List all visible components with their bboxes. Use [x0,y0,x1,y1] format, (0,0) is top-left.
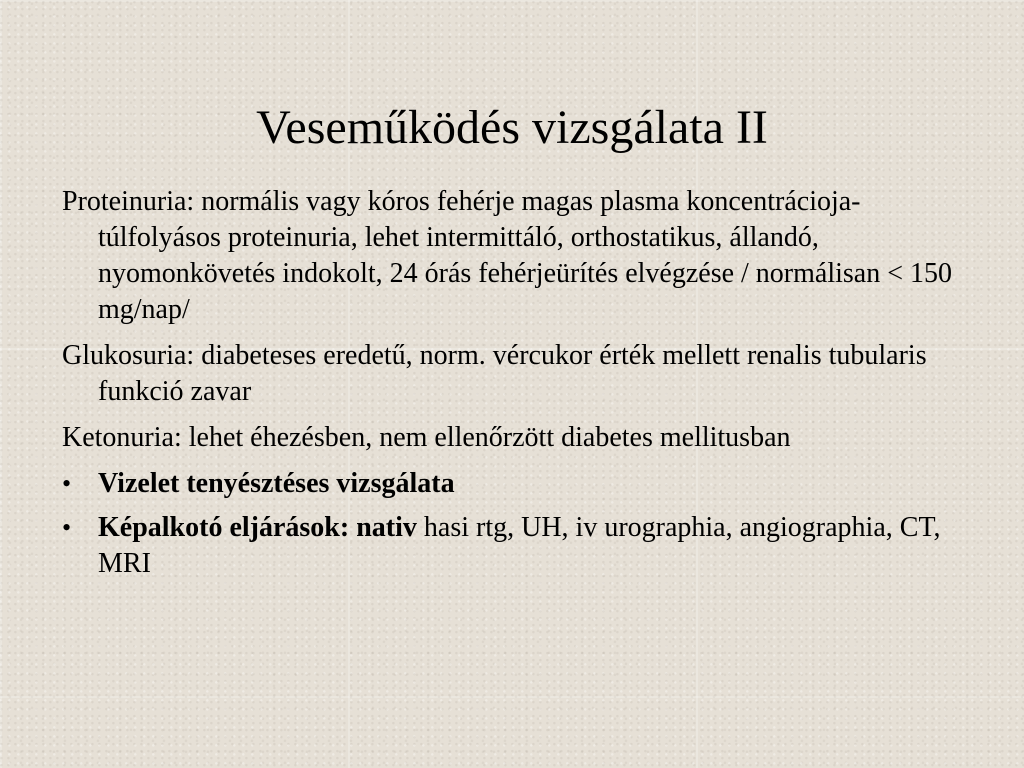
slide-body [62,184,962,590]
bullet-text [98,510,962,582]
paragraph-glukosuria: Glukosuria: diabeteses eredetű, norm. vércukor érték mellett renalis tubularis funkció zavar [62,340,927,407]
bullet-bold-text: Vizelet tenyésztéses vizsgálata [98,468,455,499]
paragraph-ketonuria: Ketonuria: lehet éhezésben, nem ellenőrzött diabetes mellitusban [62,422,791,453]
bullet-marker: • [62,513,72,542]
bullet-marker: • [62,469,72,498]
bullet-bold-text: Képalkotó eljárások: nativ [98,512,417,543]
bullet-item-culture [62,466,962,502]
bullet-normal-text: hasi rtg, UH, iv urographia, angiographia, CT, MRI [98,512,941,579]
bullet-item-imaging [62,510,962,582]
paragraph-proteinuria: Proteinuria: normális vagy kóros fehérje magas plasma koncentrácioja- túlfolyásos proteinuria, lehet intermittáló, orthostatikus, állandó, nyomonkövetés indokolt, 24 órás fehérjeürítés elvégzése / normálisan < 150 mg/nap/ [62,186,953,325]
bullet-text [98,466,962,502]
slide-title: Veseműködés vizsgálata II [256,101,768,155]
